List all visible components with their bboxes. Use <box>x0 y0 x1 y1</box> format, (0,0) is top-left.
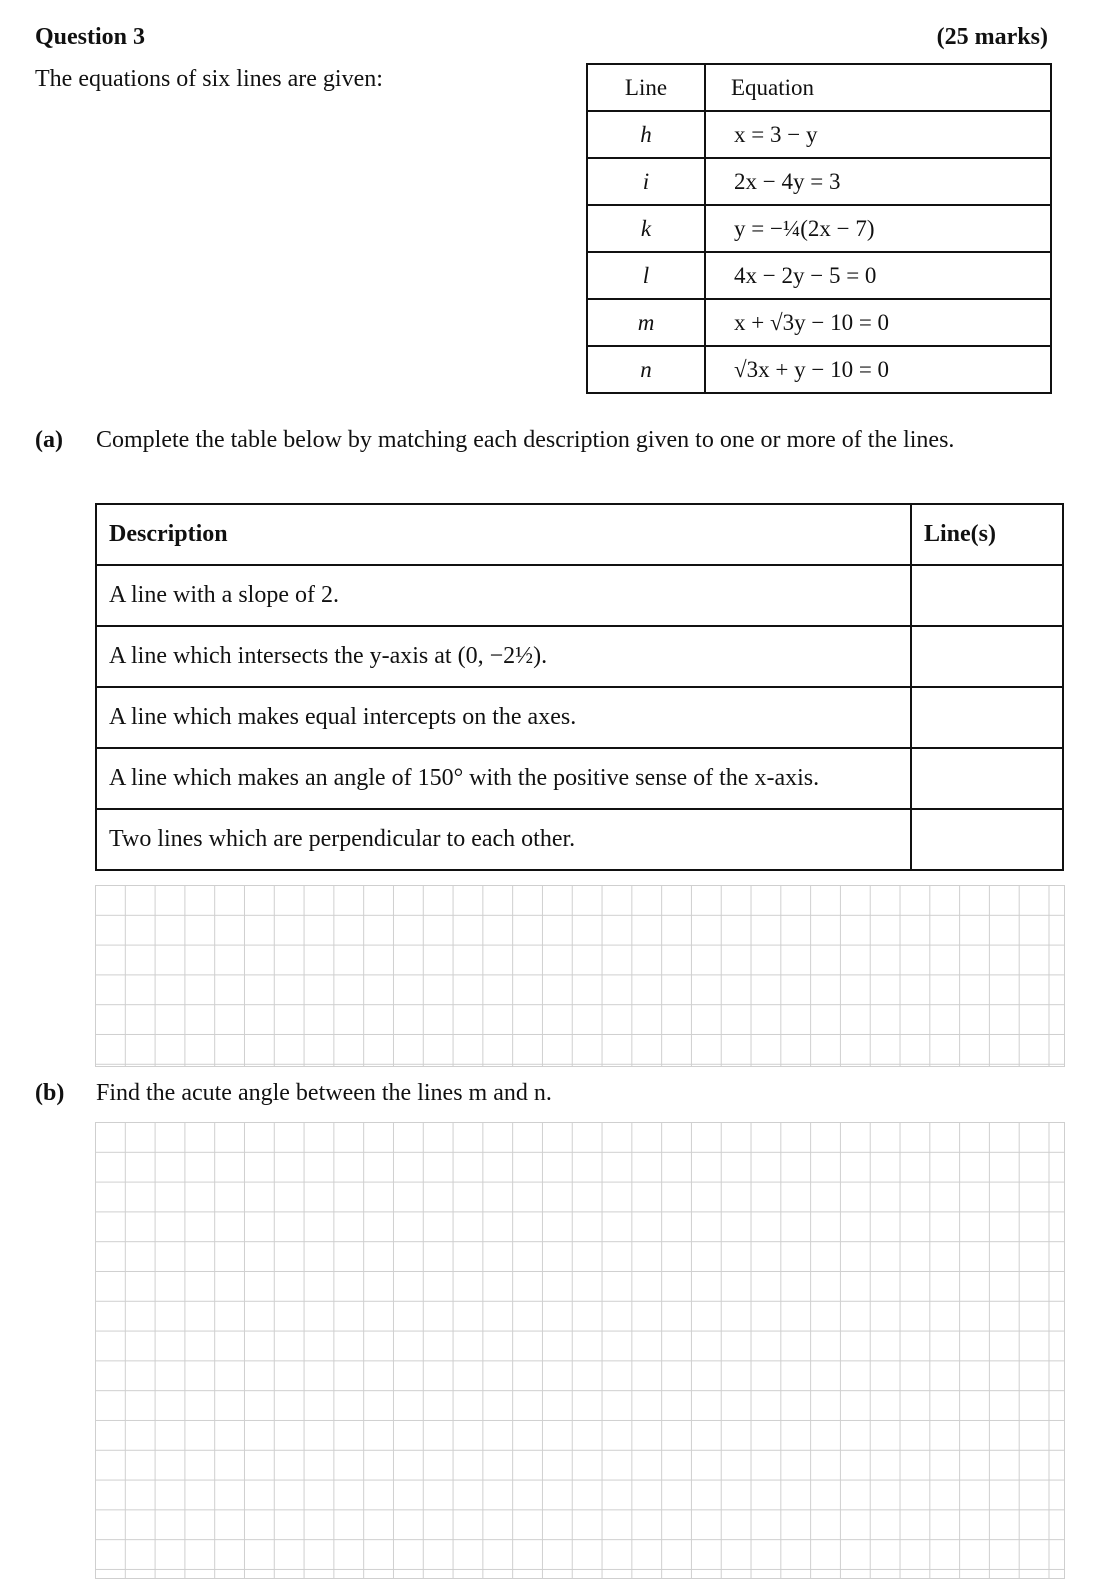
line-name: m <box>587 299 705 346</box>
part-a-label: (a) <box>35 427 63 453</box>
line-name: h <box>587 111 705 158</box>
equations-table <box>586 63 1052 394</box>
part-a-instruction: Complete the table below by matching each description given to one or more of the lines. <box>96 427 955 453</box>
part-b-label: (b) <box>35 1080 65 1106</box>
description-row <box>96 687 1063 748</box>
line-name: l <box>587 252 705 299</box>
line-equation: y = −¼(2x − 7) <box>705 205 1051 252</box>
equation-header: Equation <box>705 64 1051 111</box>
answer-grid-a[interactable] <box>95 885 1065 1067</box>
description-header: Description <box>96 504 911 565</box>
lines-answer-cell[interactable] <box>911 748 1063 809</box>
line-header: Line <box>587 64 705 111</box>
lines-header: Line(s) <box>911 504 1063 565</box>
question-intro: The equations of six lines are given: <box>35 66 383 92</box>
equation-row <box>587 299 1051 346</box>
lines-answer-cell[interactable] <box>911 626 1063 687</box>
description-row <box>96 565 1063 626</box>
equation-row <box>587 252 1051 299</box>
lines-answer-cell[interactable] <box>911 809 1063 870</box>
equation-row <box>587 346 1051 393</box>
line-equation: 4x − 2y − 5 = 0 <box>705 252 1051 299</box>
line-equation: x = 3 − y <box>705 111 1051 158</box>
answer-grid-b[interactable] <box>95 1122 1065 1579</box>
equation-row <box>587 158 1051 205</box>
equations-header-row <box>587 64 1051 111</box>
question-marks: (25 marks) <box>936 24 1048 50</box>
question-title: Question 3 <box>35 24 146 50</box>
description-table <box>95 503 1064 871</box>
description-row <box>96 809 1063 870</box>
description-text: Two lines which are perpendicular to each other. <box>96 809 911 870</box>
description-header-row <box>96 504 1063 565</box>
description-text: A line with a slope of 2. <box>96 565 911 626</box>
description-text: A line which makes an angle of 150° with the positive sense of the x-axis. <box>96 748 911 809</box>
line-name: i <box>587 158 705 205</box>
description-row <box>96 748 1063 809</box>
line-name: k <box>587 205 705 252</box>
line-name: n <box>587 346 705 393</box>
equation-row <box>587 205 1051 252</box>
lines-answer-cell[interactable] <box>911 687 1063 748</box>
line-equation: x + √3y − 10 = 0 <box>705 299 1051 346</box>
line-equation: 2x − 4y = 3 <box>705 158 1051 205</box>
description-text: A line which makes equal intercepts on the axes. <box>96 687 911 748</box>
equation-row <box>587 111 1051 158</box>
description-row <box>96 626 1063 687</box>
lines-answer-cell[interactable] <box>911 565 1063 626</box>
description-text: A line which intersects the y-axis at (0, −2½). <box>96 626 911 687</box>
line-equation: √3x + y − 10 = 0 <box>705 346 1051 393</box>
part-b-instruction: Find the acute angle between the lines m and n. <box>96 1080 552 1106</box>
